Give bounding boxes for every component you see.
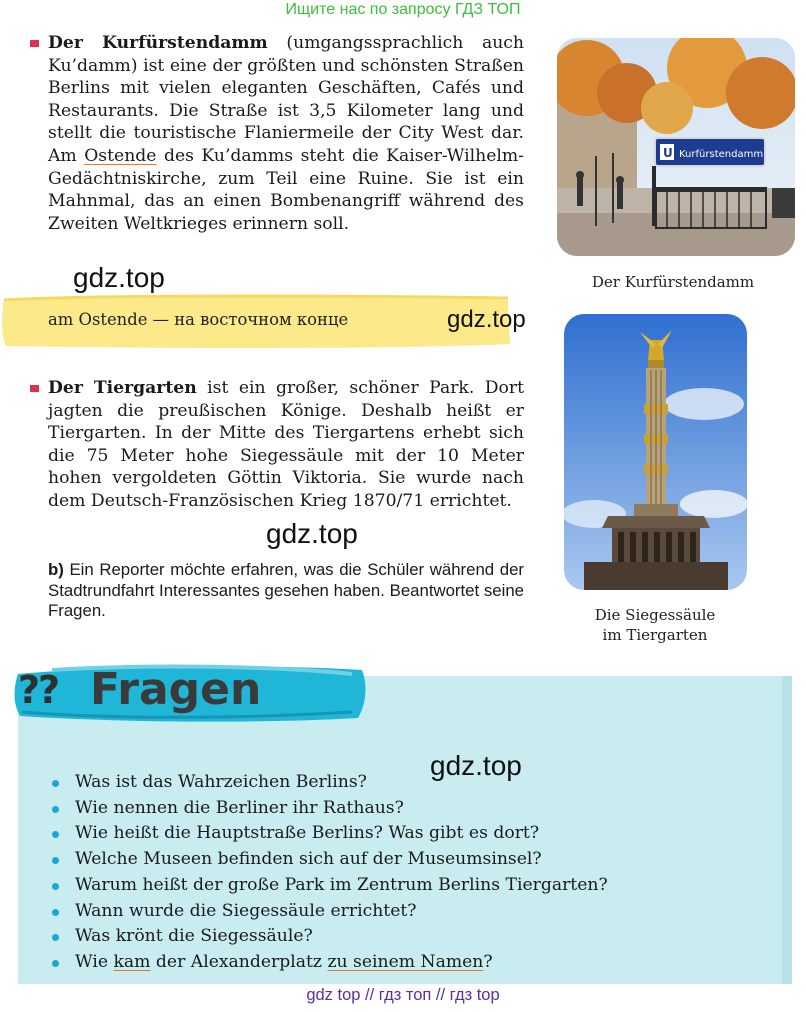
- list-item: Wie heißt die Hauptstraße Berlins? Was gibt es dort?: [48, 821, 608, 847]
- task-b-text: Ein Reporter möchte erfahren, was die Schüler während der Stadtrundfahrt Interessantes gesehen haben. Beantwortet seine Fragen.: [48, 560, 524, 621]
- kudamm-title: Der Kurfürstendamm: [48, 33, 268, 53]
- kudamm-caption: Der Kurfürstendamm: [591, 273, 755, 291]
- gloss-text: am Ostende — на восточном конце: [48, 310, 349, 329]
- bullet-square-icon: [30, 40, 39, 47]
- kudamm-text-part2: des Ku’damms steht die Kaiser-Wilhelm-Gedächtniskirche, zum Teil eine Ruine. Sie ist ein Mahnmal, das an einen Bombenangriff während des Zweiten Weltkrieges erinnern soll.: [48, 145, 524, 234]
- siegessaeule-caption: [560, 605, 750, 645]
- list-item: Wann wurde die Siegessäule errichtet?: [48, 899, 608, 925]
- bullet-dot-icon: [52, 960, 59, 967]
- photo-u-letter: U: [663, 146, 673, 160]
- list-item: Wie nennen die Berliner ihr Rathaus?: [48, 796, 608, 822]
- bullet-dot-icon: [52, 780, 59, 787]
- tiergarten-paragraph: [48, 377, 524, 513]
- top-banner[interactable]: Ищите нас по запросу ГДЗ ТОП: [285, 1, 521, 18]
- bullet-dot-icon: [52, 934, 59, 941]
- watermark-4: gdz.top: [430, 750, 522, 781]
- tiergarten-text: ist ein großer, schöner Park. Dort jagten die preußischen Könige. Deshalb heißt er Tiergarten. In der Mitte des Tiergartens erhebt sich die 75 Meter hohe Siegessäule mit der 10 Meter hohen vergoldeten Göttin Viktoria. Sie wurde nach dem Deutsch-Französischen Krieg 1870/71 errichtet.: [48, 378, 524, 511]
- photo-sign-text: Kurfürstendamm: [679, 149, 764, 160]
- bullet-square-icon: [30, 385, 39, 392]
- ostende-term: Ostende: [84, 145, 157, 166]
- bullet-dot-icon: [52, 857, 59, 864]
- siegessaeule-photo: [564, 314, 747, 590]
- bullet-dot-icon: [52, 806, 59, 813]
- siegessaeule-caption-line1: Die Siegessäule: [594, 606, 716, 624]
- tiergarten-title: Der Tiergarten: [48, 378, 197, 398]
- watermark-2: gdz.top: [447, 306, 526, 333]
- list-item: Was krönt die Siegessäule?: [48, 924, 608, 950]
- task-b-label: b): [48, 560, 64, 579]
- siegessaeule-illustration: [564, 314, 747, 590]
- kudamm-text-part1: (umgangssprachlich auch Ku’damm) ist eine der größten und schönsten Straßen Berlins mit vielen eleganten Geschäften, Cafés und Restaurants. Die Straße ist 3,5 Kilometer lang und stellt die touristische Flaniermeile der City West dar. Am: [48, 33, 524, 166]
- questions-list: [48, 770, 608, 976]
- footer-links[interactable]: gdz top // гдз топ // гдз top: [306, 986, 500, 1004]
- kudamm-paragraph: [48, 32, 524, 235]
- kudamm-photo-illustration: [557, 38, 795, 256]
- kudamm-photo: [557, 38, 795, 256]
- task-b: [48, 560, 524, 622]
- question-marks-icon: ??: [18, 668, 59, 712]
- bullet-dot-icon: [52, 831, 59, 838]
- list-item: Warum heißt der große Park im Zentrum Berlins Tiergarten?: [48, 873, 608, 899]
- bullet-dot-icon: [52, 883, 59, 890]
- watermark-3: gdz.top: [266, 518, 358, 549]
- bullet-dot-icon: [52, 909, 59, 916]
- watermark-1: gdz.top: [73, 262, 165, 293]
- list-item: Was ist das Wahrzeichen Berlins?: [48, 770, 608, 796]
- fragen-title: Fragen: [90, 664, 262, 715]
- list-item: Welche Museen befinden sich auf der Museumsinsel?: [48, 847, 608, 873]
- list-item: Wie kam der Alexanderplatz zu seinem Namen?: [48, 950, 608, 976]
- siegessaeule-caption-line2: im Tiergarten: [602, 626, 708, 644]
